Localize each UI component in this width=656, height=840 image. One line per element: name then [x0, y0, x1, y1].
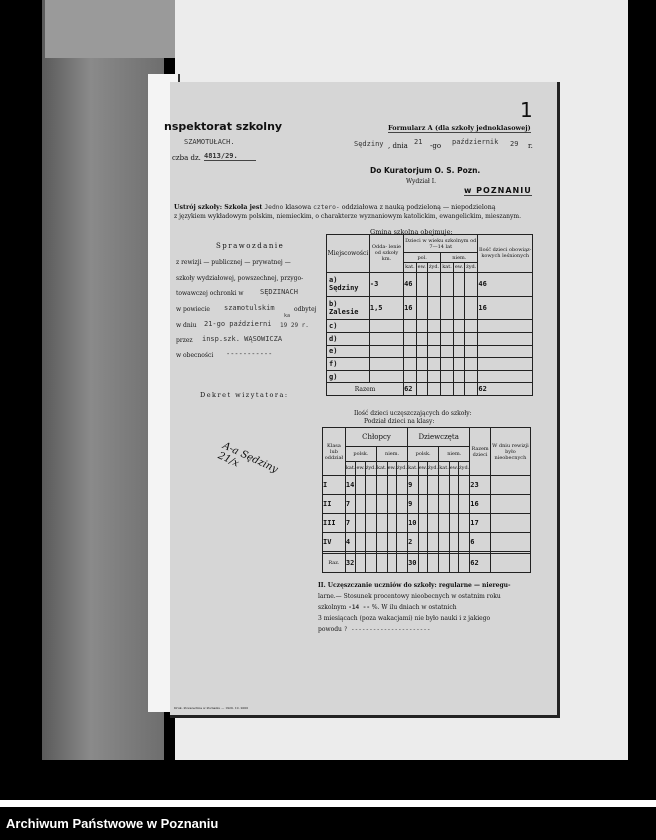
total-cell: 16 — [470, 495, 491, 514]
empty-cell — [416, 320, 427, 333]
header-sub: żyd. — [466, 264, 477, 271]
empty-cell — [464, 345, 477, 358]
page-number-handwritten: 1 — [520, 98, 533, 122]
header-place: Miejscowości — [327, 235, 370, 273]
children-kat-cell — [404, 358, 417, 371]
total-cell: 23 — [470, 476, 491, 495]
empty-cell — [356, 495, 365, 514]
girls-cell: 2 — [408, 533, 419, 552]
empty-cell — [427, 345, 440, 358]
header-class: Klasa lub oddział — [323, 428, 346, 476]
empty-cell — [356, 514, 365, 533]
empty-cell — [453, 332, 464, 345]
empty-cell — [427, 358, 440, 371]
report-date-ka: ka — [284, 313, 291, 319]
empty-cell — [416, 345, 427, 358]
empty-cell — [427, 272, 440, 296]
document-page — [164, 82, 560, 718]
table-row — [327, 320, 533, 333]
header-sub: ew. — [449, 461, 458, 476]
boys-cell: 7 — [345, 514, 356, 533]
empty-cell — [356, 533, 365, 552]
empty-cell — [396, 476, 407, 495]
empty-cell — [441, 320, 454, 333]
empty-cell — [453, 370, 464, 383]
empty-cell — [387, 554, 396, 573]
empty-cell — [439, 533, 450, 552]
header-polsk: polsk. — [408, 446, 439, 461]
empty-cell — [416, 383, 427, 396]
empty-cell — [427, 332, 440, 345]
header-sub: ew. — [356, 461, 365, 476]
scan-background-top — [45, 0, 195, 58]
structure-classes: Jedno — [264, 204, 284, 211]
empty-cell — [396, 514, 407, 533]
structure-mid: klasowa — [285, 204, 312, 211]
place-cell: a) Sędziny — [327, 272, 370, 296]
attendance-line2: larne.— Stosunek procentowy nieobecnych w ostatnim roku — [318, 593, 501, 600]
empty-cell — [453, 383, 464, 396]
sum-kat: 62 — [404, 383, 417, 396]
empty-cell — [441, 345, 454, 358]
empty-cell — [416, 272, 427, 296]
children-kat-cell — [404, 332, 417, 345]
addressee: Do Kuratorjum O. S. Pozn. — [370, 166, 481, 175]
empty-cell — [396, 495, 407, 514]
place-cell: d) — [327, 332, 370, 345]
obliged-cell: 46 — [478, 272, 533, 296]
header-sub: kat. — [442, 264, 452, 271]
empty-cell — [464, 358, 477, 371]
header-niem: niem. — [441, 253, 478, 263]
header-sub: żyd. — [365, 461, 376, 476]
place-cell: f) — [327, 358, 370, 371]
handwritten-signature: A-a Sędziny 21/x — [216, 440, 280, 476]
obliged-cell — [478, 358, 533, 371]
empty-cell — [365, 495, 376, 514]
attendance-line3a: szkolnym — [318, 604, 347, 611]
attendance-line3b: %. W ilu dniach w ostatnich — [371, 604, 457, 611]
class-table — [322, 427, 531, 573]
report-date: 21-go październi — [204, 320, 272, 328]
attendance-reason: ? ---------------------- — [343, 626, 431, 633]
empty-cell — [365, 476, 376, 495]
empty-cell — [427, 476, 438, 495]
header-sub: ew. — [454, 264, 464, 271]
empty-cell — [459, 514, 470, 533]
sum-total: 62 — [478, 383, 533, 396]
distance-cell — [369, 320, 403, 333]
report-line2: szkoły wydziałowej, powszechnej, przygo- — [176, 275, 304, 282]
distance-cell — [369, 332, 403, 345]
empty-cell — [356, 476, 365, 495]
table-row — [323, 514, 531, 533]
report-county: szamotulskim — [224, 304, 275, 312]
empty-cell — [453, 345, 464, 358]
table-row — [327, 235, 533, 253]
girls-cell: 10 — [408, 514, 419, 533]
header-sub: ew. — [417, 264, 426, 271]
empty-cell — [396, 533, 407, 552]
distance-cell: -3 — [369, 272, 403, 296]
report-line4-end: odbytej — [294, 306, 317, 313]
decree-label: Dekret wizytatora: — [200, 391, 289, 399]
empty-cell — [464, 320, 477, 333]
obliged-cell: 16 — [478, 296, 533, 320]
empty-cell — [376, 476, 387, 495]
header-boys: Chłopcy — [345, 428, 407, 447]
sum-boys: 32 — [345, 554, 356, 573]
empty-cell — [418, 514, 427, 533]
empty-cell — [441, 383, 454, 396]
table-row — [327, 358, 533, 371]
date-prefix: , dnia — [388, 142, 408, 150]
absence-percent: -14 -- — [348, 604, 370, 611]
empty-cell — [427, 514, 438, 533]
city: w POZNANIU — [464, 186, 532, 195]
empty-cell — [453, 320, 464, 333]
school-structure-line1 — [174, 204, 496, 211]
empty-cell — [418, 533, 427, 552]
empty-cell — [365, 554, 376, 573]
header-sub: ew. — [387, 461, 396, 476]
structure-label: Ustrój szkoły: Szkoła jest — [174, 204, 263, 211]
header-niem: niem. — [439, 446, 470, 461]
table-row — [323, 428, 531, 447]
children-kat-cell — [404, 370, 417, 383]
empty-cell — [376, 495, 387, 514]
header-sub: kat. — [439, 461, 450, 476]
header-sub: żyd. — [459, 461, 470, 476]
header-niem: niem. — [376, 446, 407, 461]
empty-cell — [416, 358, 427, 371]
empty-cell — [427, 554, 438, 573]
empty-cell — [441, 272, 454, 296]
children-kat-cell: 46 — [404, 272, 417, 296]
place-cell: b) Zalesie — [327, 296, 370, 320]
empty-cell — [376, 554, 387, 573]
empty-cell — [376, 514, 387, 533]
empty-cell — [396, 554, 407, 573]
place: Sędziny — [354, 140, 384, 148]
empty-cell — [387, 476, 396, 495]
header-girls: Dziewczęta — [408, 428, 470, 447]
empty-cell — [449, 476, 458, 495]
report-year: 19 29 r. — [280, 322, 309, 329]
absent-cell — [490, 495, 530, 514]
empty-cell — [449, 554, 458, 573]
footer-divider — [0, 800, 656, 807]
report-line6: przez — [176, 337, 193, 344]
empty-cell — [453, 296, 464, 320]
attendance-line4: 3 miesiącach (poza wakacjami) nie było nauki i z jakiego — [318, 615, 491, 622]
structure-divisions: cztero- — [313, 204, 340, 211]
boys-cell: 7 — [345, 495, 356, 514]
date-r: r. — [528, 142, 533, 150]
distance-cell — [369, 370, 403, 383]
empty-cell — [418, 476, 427, 495]
header-sub: żyd. — [427, 461, 438, 476]
header-children: Dzieci w wieku szkolnym od 7—14 lat — [404, 235, 478, 253]
empty-cell — [453, 358, 464, 371]
empty-cell — [416, 370, 427, 383]
table-row — [327, 296, 533, 320]
absent-cell — [490, 514, 530, 533]
department: Wydział I. — [406, 178, 437, 185]
header-total: Razem dzieci — [470, 428, 491, 476]
sum-label: Raz. — [323, 554, 346, 573]
attendance-line5: powodu — [318, 626, 342, 633]
empty-cell — [416, 296, 427, 320]
header-sub: ew. — [418, 461, 427, 476]
empty-cell — [376, 533, 387, 552]
empty-cell — [418, 554, 427, 573]
report-line4: w powiecie — [176, 306, 210, 313]
empty-cell — [427, 370, 440, 383]
form-title: Formularz A (dla szkoły jednoklasowej) — [388, 124, 531, 132]
children-kat-cell — [404, 345, 417, 358]
attendance-section — [318, 580, 530, 635]
report-title: Sprawozdanie — [216, 242, 285, 250]
header-polsk: polsk. — [345, 446, 376, 461]
date-go: -go — [430, 142, 442, 150]
empty-cell — [464, 370, 477, 383]
total-cell: 17 — [470, 514, 491, 533]
report-presence: ----------- — [226, 350, 273, 358]
empty-cell — [441, 332, 454, 345]
table-row — [327, 370, 533, 383]
empty-cell — [427, 383, 440, 396]
header-obliged: Ilość dzieci obowiąz- kowych leśnionych — [478, 235, 533, 273]
class-caption1: Ilość dzieci uczęszczających do szkoły: — [354, 410, 472, 417]
header-pol: pol. — [404, 253, 441, 263]
header-absent: W dniu rewizji było nieobecnych — [490, 428, 530, 476]
empty-cell — [453, 272, 464, 296]
header-sub: kat. — [405, 264, 415, 271]
empty-cell — [449, 495, 458, 514]
place-cell: e) — [327, 345, 370, 358]
date-year: 29 — [510, 140, 519, 148]
empty-cell — [464, 383, 477, 396]
sum-girls: 30 — [408, 554, 419, 573]
empty-cell — [427, 533, 438, 552]
distance-cell: 1,5 — [369, 296, 403, 320]
number-label: czba dz. — [172, 154, 201, 162]
report-line5: w dniu — [176, 322, 197, 329]
empty-cell — [459, 554, 470, 573]
girls-cell: 9 — [408, 476, 419, 495]
place-cell: g) — [327, 370, 370, 383]
children-kat-cell — [404, 320, 417, 333]
empty-cell — [439, 495, 450, 514]
empty-cell — [427, 296, 440, 320]
header-sub: żyd. — [428, 264, 440, 271]
table-row — [327, 383, 533, 396]
class-caption2: Podział dzieci na klasy: — [364, 418, 435, 425]
empty-cell — [464, 296, 477, 320]
gmina-caption: Gmina szkolna obejmuje: — [370, 228, 453, 236]
empty-cell — [427, 495, 438, 514]
class-cell: III — [323, 514, 346, 533]
table-row — [323, 476, 531, 495]
attendance-line1: II. Uczęszczanie uczniów do szkoły: regularne — nieregu- — [318, 582, 511, 589]
empty-cell — [449, 514, 458, 533]
header-sub: żyd. — [396, 461, 407, 476]
empty-cell — [441, 370, 454, 383]
date-day: 21 — [414, 138, 423, 146]
header-sub: kat. — [376, 461, 387, 476]
scan-background-left — [42, 0, 164, 760]
table-row — [327, 332, 533, 345]
gmina-table — [326, 234, 533, 396]
empty-cell — [387, 533, 396, 552]
table-row — [327, 272, 533, 296]
table-row — [327, 345, 533, 358]
sum-label: Razem — [327, 383, 404, 396]
print-note: Druk. Powszechna w Poznaniu — 1929. 10. 2000 — [174, 706, 249, 710]
class-cell: II — [323, 495, 346, 514]
obliged-cell — [478, 345, 533, 358]
date-month: październik — [452, 138, 499, 146]
empty-cell — [427, 320, 440, 333]
children-kat-cell: 16 — [404, 296, 417, 320]
number-value: 4813/29. — [204, 152, 256, 161]
empty-cell — [459, 476, 470, 495]
empty-cell — [387, 514, 396, 533]
obliged-cell — [478, 320, 533, 333]
boys-cell: 4 — [345, 533, 356, 552]
absent-cell — [490, 554, 530, 573]
empty-cell — [387, 495, 396, 514]
empty-cell — [459, 495, 470, 514]
empty-cell — [464, 332, 477, 345]
place-cell: c) — [327, 320, 370, 333]
table-row — [323, 495, 531, 514]
table-row — [323, 554, 531, 573]
absent-cell — [490, 533, 530, 552]
empty-cell — [439, 476, 450, 495]
obliged-cell — [478, 370, 533, 383]
archive-footer: Archiwum Państwowe w Poznaniu — [6, 816, 219, 831]
absent-cell — [490, 476, 530, 495]
table-row — [323, 533, 531, 552]
empty-cell — [439, 514, 450, 533]
empty-cell — [365, 514, 376, 533]
report-inspector: insp.szk. WĄSOWICZA — [202, 335, 283, 343]
empty-cell — [441, 358, 454, 371]
report-line3: towawczej ochronki w — [176, 290, 244, 297]
total-cell: 6 — [470, 533, 491, 552]
class-cell: IV — [323, 533, 346, 552]
empty-cell — [418, 495, 427, 514]
class-cell: I — [323, 476, 346, 495]
report-line7: w obecności — [176, 352, 214, 359]
header-sub: kat. — [408, 461, 419, 476]
office-place: SZAMOTUŁACH. — [184, 138, 235, 146]
empty-cell — [464, 272, 477, 296]
school-structure-line2: z językiem wykładowym polskim, niemieckim, o charakterze wyznaniowym katolickim, ewangelickim, mieszanym. — [174, 213, 522, 220]
girls-cell: 9 — [408, 495, 419, 514]
empty-cell — [441, 296, 454, 320]
distance-cell — [369, 345, 403, 358]
empty-cell — [439, 554, 450, 573]
header-distance: Odda- lenie od szkoły km. — [369, 235, 403, 273]
empty-cell — [449, 533, 458, 552]
report-school-place: SĘDZINACH — [260, 288, 298, 296]
empty-cell — [356, 554, 365, 573]
boys-cell: 14 — [345, 476, 356, 495]
distance-cell — [369, 358, 403, 371]
report-line1: z rewizji — publicznej — prywatnej — — [176, 259, 291, 266]
sum-total: 62 — [470, 554, 491, 573]
empty-cell — [459, 533, 470, 552]
empty-cell — [365, 533, 376, 552]
obliged-cell — [478, 332, 533, 345]
office-title: nspektorat szkolny — [164, 120, 283, 133]
structure-rest: oddziałowa z nauką podzieloną — niepodzieloną — [341, 204, 496, 211]
empty-cell — [416, 332, 427, 345]
header-sub: kat. — [345, 461, 356, 476]
